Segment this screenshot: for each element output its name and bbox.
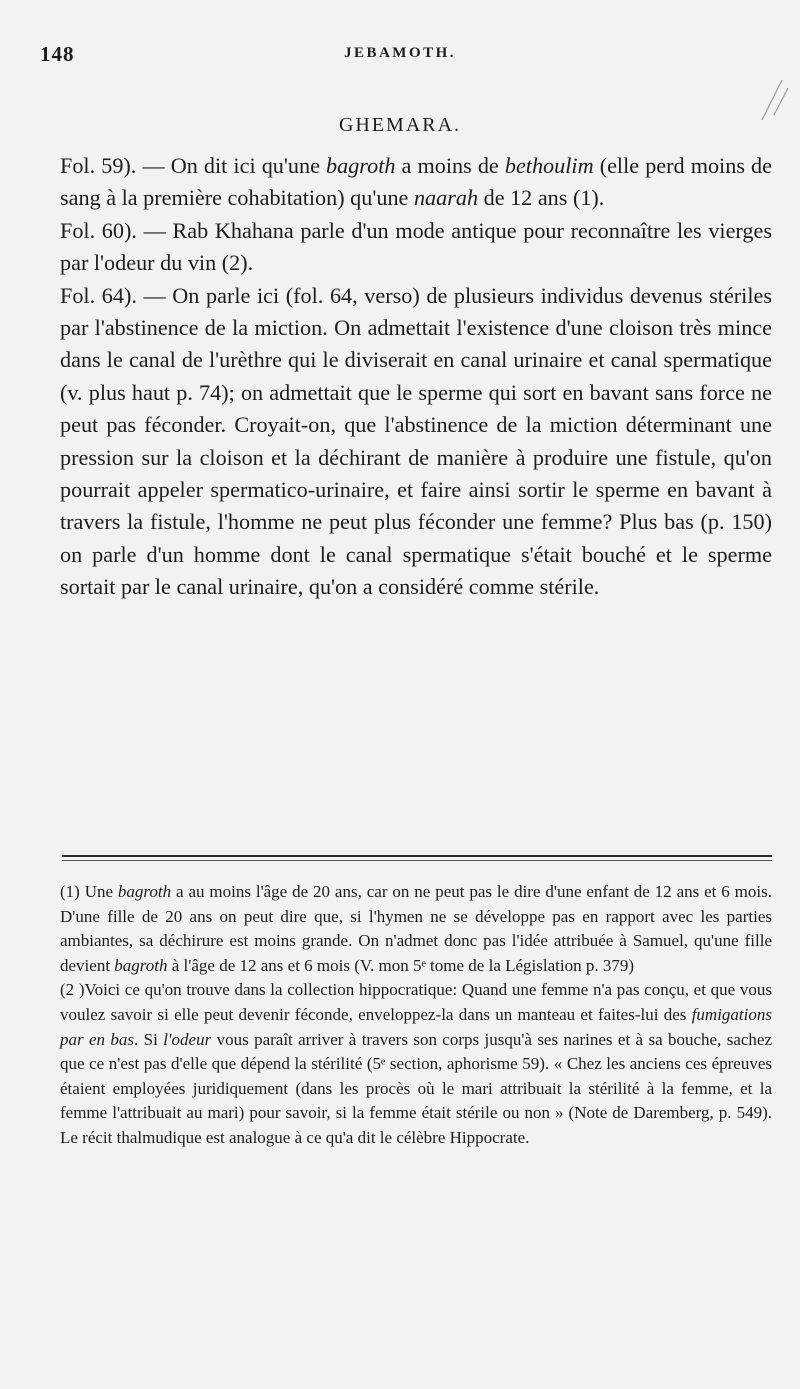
section-title: GHEMARA. [338, 114, 462, 136]
paragraph [60, 215, 772, 280]
text-run: . Si [134, 1029, 164, 1049]
footnote [60, 880, 772, 978]
text-run: (elle perd moins de sang à la première cohabitation) qu'une [60, 153, 772, 211]
italic-term: bethoulim [504, 153, 594, 178]
footnote-rule [62, 855, 772, 857]
footnotes [60, 880, 772, 1151]
paragraph [60, 150, 772, 215]
text-run: Fol. 60). — Rab Khahana parle d'un mode antique pour reconnaître les vierges par l'odeur du vin (2). [60, 217, 772, 276]
running-title: JEBAMOTH. [343, 45, 457, 61]
text-run: (1) Une [60, 882, 118, 901]
text-run: vous paraît arriver à travers son corps jusqu'à ses narines et à sa bouche, sachez que ce n'est pas d'elle que dépend la stérilité (5ᵉ section, aphorisme 59). « Chez les anciens ces épreuves étaient employées juridiquement (dans les procès où le mari attribuait la stérilité à la femme, et la femme l'attribuait au mari) pour savoir, si la femme était stérile ou non » (Note de Daremberg, p. 549). Le récit thalmudique est analogue à ce qu'a dit le célèbre Hippocrate. [60, 1029, 772, 1147]
paragraph [60, 280, 772, 604]
italic-term: l'odeur [163, 1029, 212, 1049]
running-head [0, 42, 800, 66]
page-number: 148 [40, 42, 75, 66]
main-text [60, 150, 772, 604]
footnote [60, 978, 772, 1150]
text-run: Fol. 59). — On dit ici qu'une [60, 153, 327, 178]
footnote-rule-thin [62, 860, 772, 861]
italic-term: naarah [413, 185, 479, 211]
text-run: a au moins l'âge de 20 ans, car on ne peut pas le dire d'une enfant de 12 ans et 6 mois. D'une fille de 20 ans on peut dire que, si l'hymen ne se développe pas en rapport avec les parties ambiantes, sa déchirure est moins grande. On n'admet donc pas l'idée attribuée à Samuel, qu'une fille devient [60, 882, 772, 975]
italic-term: bagroth [114, 955, 168, 975]
italic-term: bagroth [326, 153, 396, 178]
italic-term: bagroth [117, 882, 172, 901]
text-run: de 12 ans (1). [478, 185, 605, 211]
text-run: Fol. 64). — On parle ici (fol. 64, verso) de plusieurs individus devenus stériles par l'abstinence de la miction. On admettait l'existence d'une cloison très mince dans le canal de l'urèthre qui le diviserait en canal urinaire et canal spermatique (v. plus haut p. 74); on admettait que le sperme qui sort en bavant sans force ne peut pas féconder. Croyait-on, que l'abstinence de la miction déterminant une pression sur la cloison et la déchirant de manière à produire une fistule, qu'on pourrait appeler spermatico-urinaire, et faire ainsi sortir le sperme en bavant à travers la fistule, l'homme ne peut plus féconder une femme? Plus bas (p. 150) on parle d'un homme dont le canal spermatique s'était bouché et le sperme sortait par le canal urinaire, qu'on a considéré comme stérile. [60, 282, 772, 600]
text-run: a moins de [395, 153, 505, 178]
text-run: (2 )Voici ce qu'on trouve dans la collection hippocratique: Quand une femme n'a pas conçu, et que vous voulez savoir si elle peut devenir féconde, enveloppez-la dans un manteau et faites-lui des [60, 980, 772, 1024]
italic-term: fumigations par en bas [60, 1004, 772, 1049]
text-run: à l'âge de 12 ans et 6 mois (V. mon 5ᵉ tome de la Législation p. 379) [167, 955, 635, 975]
